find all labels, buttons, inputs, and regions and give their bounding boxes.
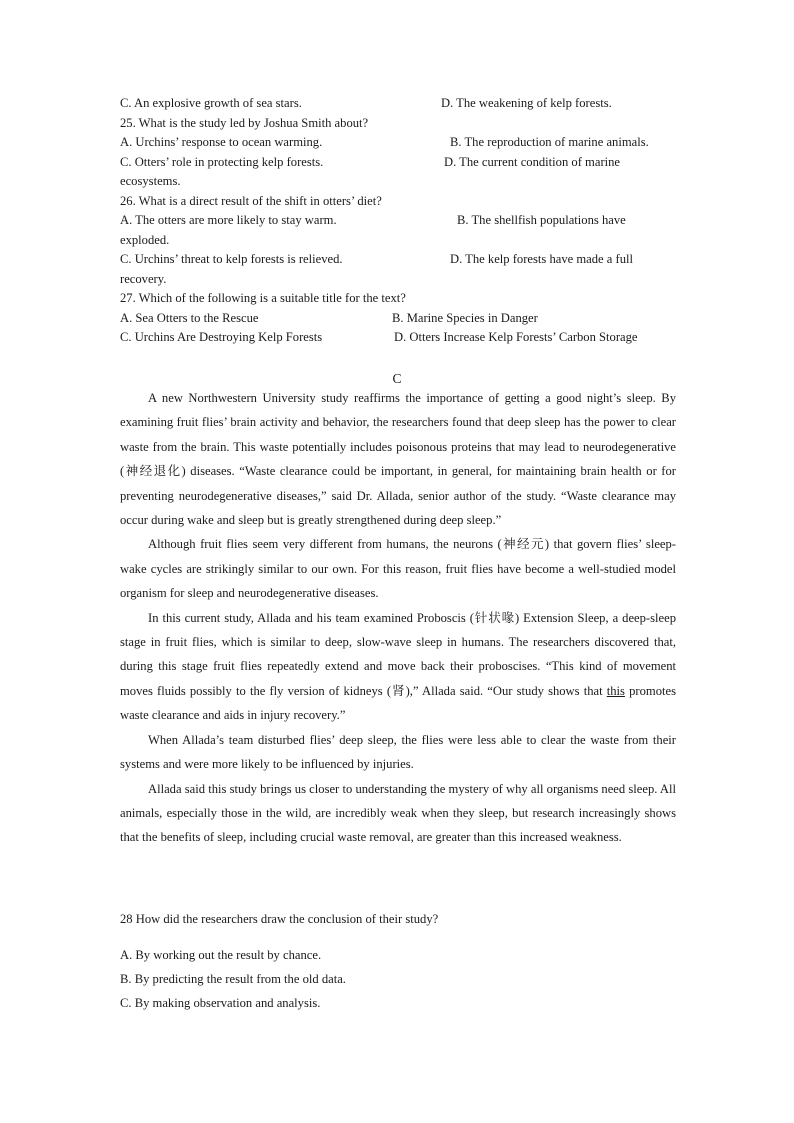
q25-option-a: A. Urchins’ response to ocean warming. [120,135,323,149]
q26-option-b: B. The shellfish populations have [457,213,626,227]
q28-options [120,943,676,1015]
passage-paragraph-1: A new Northwestern University study reaffirms the importance of getting a good night’s sleep. By examining fruit flies’ brain activity and behavior, the researchers found that deep sleep has the power to clear waste from the brain. This waste potentially includes poisonous proteins that may lead to neurodegenerative (神经退化) diseases. “Waste clearance could be important, in general, for maintaining brain health or for preventing neurodegenerative diseases,” said Dr. Allada, senior author of the study. “Waste clearance may occur during wake and sleep but is greatly strengthened during deep sleep.” [120,391,676,528]
paragraph-3-ending: promotes waste clearance and aids in injury recovery.” [120,683,676,723]
q25-options-row-1 [120,133,680,153]
q24-options-row [120,94,680,114]
paragraph-3-text: In this current study, Allada and his team examined Proboscis (针状喙) Extension Sleep, a deep-sleep stage in fruit flies, which is similar to deep, slow-wave sleep in humans. The researchers discovered that, during this stage fruit flies repeatedly extend and move back their proboscises. “This kind of movement moves fluids possibly to the fly version of kidneys (肾),” Allada said. “Our study shows that [120,610,676,698]
q26-option-d: D. The kelp forests have made a full [450,252,634,266]
q25-option-c: C. Otters’ role in protecting kelp forests. [120,154,324,169]
q26-options-row-1 [120,211,680,231]
passage-paragraph-2: Although fruit flies seem very different from humans, the neurons (神经元) that govern flies’ sleep-wake cycles are strikingly similar to our own. For this reason, fruit flies have become a well-studied model organism for sleep and neurodegenerative diseases. [120,537,676,601]
q26-option-a: A. The otters are more likely to stay warm. [120,213,337,227]
q26-option-b-continued: exploded. [120,232,170,247]
q27-options-row-2 [120,328,680,348]
q27-option-c: C. Urchins Are Destroying Kelp Forests [120,330,323,344]
passage-paragraph-5: Allada said this study brings us closer to understanding the mystery of why all organisms need sleep. All animals, especially those in the wild, are incredibly weak when they sleep, but research increasingly shows that the benefits of sleep, including crucial waste removal, are greater than this increased weakness. [120,781,676,845]
q26-option-c: C. Urchins’ threat to kelp forests is relieved. [120,252,343,266]
q28-option-a: A. By working out the result by chance. [120,948,322,962]
q28-option-b: B. By predicting the result from the old data. [120,972,346,986]
previous-questions [120,94,680,348]
q25-option-b: B. The reproduction of marine animals. [450,135,649,149]
q28-stem: 28 How did the researchers draw the conclusion of their study? [120,912,439,926]
q24-option-c: C. An explosive growth of sea stars. [120,96,302,110]
q27-option-b: B. Marine Species in Danger [392,310,538,325]
section-heading: C [392,371,402,386]
q25-option-d: D. The current condition of marine [444,154,621,169]
passage-c [120,386,676,850]
passage-paragraph-4: When Allada’s team disturbed flies’ deep sleep, the flies were less able to clear the waste from their systems and were more likely to be influenced by injuries. [120,732,676,772]
q26-options-row-2 [120,250,680,270]
q28-option-c: C. By making observation and analysis. [120,996,321,1010]
q26-stem: 26. What is a direct result of the shift in otters’ diet? [120,193,382,208]
q24-option-d: D. The weakening of kelp forests. [441,96,612,110]
q27-options-row-1 [120,309,680,329]
q26-option-d-continued: recovery. [120,271,167,286]
q27-stem: 27. Which of the following is a suitable title for the text? [120,291,406,305]
passage-paragraph-3 [120,606,676,728]
q25-options-row-2 [120,153,680,173]
q25-option-d-continued: ecosystems. [120,174,181,188]
q27-option-d: D. Otters Increase Kelp Forests’ Carbon Storage [394,330,638,344]
q27-option-a: A. Sea Otters to the Rescue [120,310,259,325]
q25-stem: 25. What is the study led by Joshua Smith about? [120,115,369,130]
underlined-word: this [606,683,625,698]
